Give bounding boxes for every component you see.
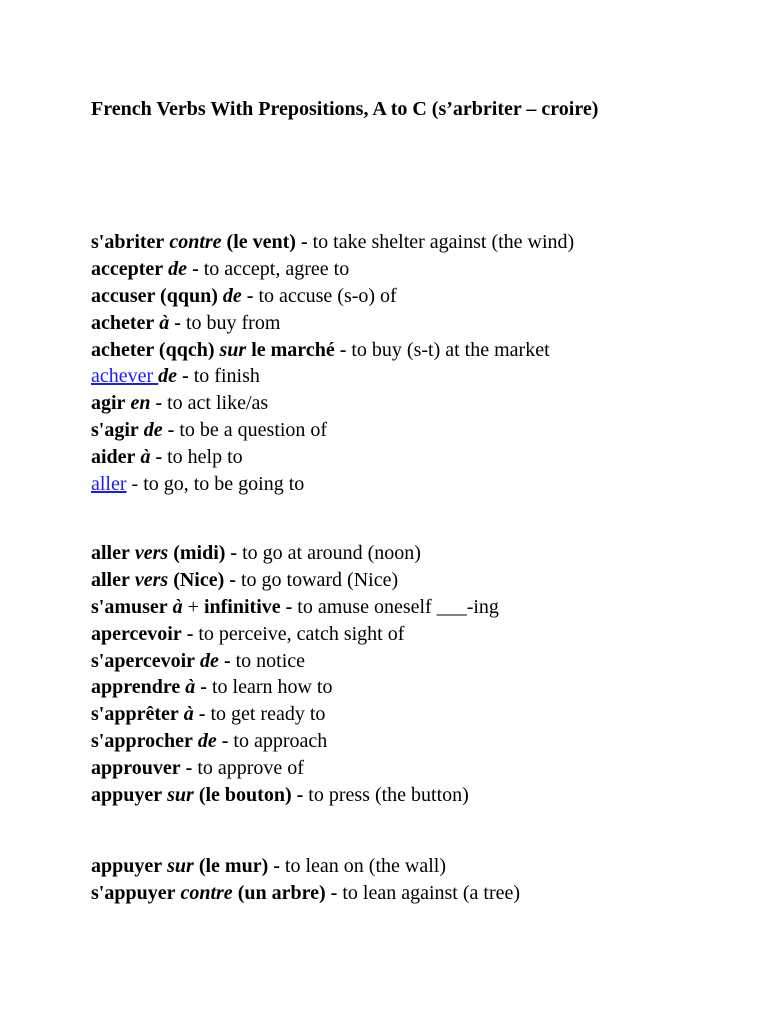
definition: - to go, to be going to — [131, 473, 305, 496]
list-item — [91, 283, 574, 310]
verb: appuyer — [91, 855, 163, 877]
separator: - — [155, 446, 163, 469]
object: (le vent) — [226, 231, 296, 253]
definition: to lean against (a tree) — [342, 881, 521, 904]
separator: - — [273, 855, 280, 877]
definition: to approve of — [197, 757, 304, 780]
preposition: vers — [134, 568, 169, 591]
list-item — [91, 853, 520, 880]
separator: - — [186, 622, 194, 645]
definition: to press (the button) — [308, 784, 469, 807]
list-item — [91, 755, 499, 782]
list-item — [91, 594, 499, 621]
verb: aller — [91, 568, 130, 591]
definition: to learn how to — [211, 676, 333, 699]
definition: to buy (s-t) at the market — [351, 338, 550, 361]
separator: - — [330, 881, 338, 904]
list-item — [91, 880, 520, 907]
separator: - — [285, 595, 293, 618]
separator: - — [174, 311, 181, 334]
verb: apprendre — [91, 676, 181, 699]
list-item — [91, 337, 574, 364]
page-title: French Verbs With Prepositions, A to C (s’arbriter – croire) — [91, 98, 599, 120]
definition: to perceive, catch sight of — [198, 622, 405, 645]
separator: - — [182, 365, 189, 388]
definition: to buy from — [185, 311, 281, 334]
definition: to help to — [167, 446, 243, 469]
definition: to approach — [233, 730, 328, 753]
separator: - — [246, 284, 254, 307]
definition: to accept, agree to — [203, 257, 350, 280]
definition: to take shelter against (the wind) — [312, 231, 575, 253]
list-item — [91, 229, 574, 256]
definition: to go at around (noon) — [242, 542, 421, 564]
list-item — [91, 567, 499, 594]
separator: - — [200, 676, 207, 699]
verb: s'apercevoir — [91, 649, 196, 672]
list-item — [91, 621, 499, 648]
verb: s'approcher — [91, 730, 193, 753]
preposition: de — [158, 365, 178, 388]
separator: - — [155, 392, 163, 415]
entry-group-3 — [91, 853, 520, 907]
list-item — [91, 444, 574, 471]
verb: apercevoir — [91, 622, 182, 645]
object: infinitive — [203, 595, 281, 618]
verb: aller — [91, 542, 130, 564]
preposition: contre — [169, 231, 222, 253]
preposition: de — [197, 730, 217, 753]
definition: to act like/as — [167, 392, 269, 415]
list-item — [91, 390, 574, 417]
list-item — [91, 310, 574, 337]
verb-link-achever[interactable]: achever — [91, 365, 154, 388]
preposition: sur — [167, 784, 194, 807]
preposition: de — [222, 284, 242, 307]
object: (midi) — [173, 542, 226, 564]
preposition: de — [143, 419, 163, 442]
verb: agir — [91, 392, 126, 415]
preposition: de — [168, 257, 188, 280]
list-item — [91, 782, 499, 809]
definition: to accuse (s-o) of — [258, 284, 397, 307]
list-item — [91, 256, 574, 283]
list-item — [91, 471, 574, 498]
preposition: à — [159, 311, 170, 334]
entry-group-1 — [91, 229, 574, 498]
definition: to go toward (Nice) — [240, 568, 399, 591]
verb: s'amuser — [91, 595, 168, 618]
definition: to get ready to — [210, 703, 326, 726]
preposition: vers — [134, 542, 169, 564]
object: (Nice) — [173, 568, 225, 591]
verb-link-aller[interactable]: aller — [91, 473, 127, 496]
object: (le bouton) — [198, 784, 292, 807]
separator: - — [185, 757, 193, 780]
entry-group-2 — [91, 540, 499, 809]
preposition: contre — [180, 881, 233, 904]
list-item — [91, 728, 499, 755]
separator: - — [339, 338, 347, 361]
definition: to finish — [193, 365, 260, 388]
definition: to be a question of — [179, 419, 328, 442]
preposition: de — [200, 649, 219, 672]
verb: accepter — [91, 257, 164, 280]
separator: - — [198, 703, 206, 726]
verb: s'abriter — [91, 231, 165, 253]
verb: s'agir — [91, 419, 139, 442]
object: le marché — [251, 338, 335, 361]
definition: to lean on (the wall) — [284, 855, 446, 877]
definition: to amuse oneself ___-ing — [297, 595, 499, 618]
verb: s'apprêter — [91, 703, 179, 726]
list-item — [91, 540, 499, 567]
separator: - — [221, 730, 229, 753]
plus-sign: + — [187, 595, 199, 618]
separator: - — [230, 542, 238, 564]
list-item — [91, 648, 499, 675]
verb: acheter — [91, 311, 155, 334]
preposition: à — [183, 703, 194, 726]
verb: appuyer — [91, 784, 163, 807]
verb: approuver — [91, 757, 181, 780]
verb: acheter (qqch) — [91, 338, 215, 361]
preposition: à — [140, 446, 151, 469]
verb: accuser (qqun) — [91, 284, 218, 307]
list-item — [91, 363, 574, 390]
preposition: à — [172, 595, 183, 618]
object: (le mur) — [198, 855, 269, 877]
preposition: sur — [167, 855, 194, 877]
preposition: en — [130, 392, 151, 415]
verb: s'appuyer — [91, 881, 176, 904]
verb: aider — [91, 446, 136, 469]
separator: - — [296, 784, 304, 807]
object: (un arbre) — [237, 881, 326, 904]
definition: to notice — [235, 649, 306, 672]
list-item — [91, 674, 499, 701]
separator: - — [167, 419, 175, 442]
separator: - — [300, 231, 308, 253]
list-item — [91, 701, 499, 728]
separator: - — [229, 568, 236, 591]
preposition: à — [185, 676, 196, 699]
list-item — [91, 417, 574, 444]
separator: - — [192, 257, 199, 280]
preposition: sur — [219, 338, 247, 361]
separator: - — [223, 649, 231, 672]
